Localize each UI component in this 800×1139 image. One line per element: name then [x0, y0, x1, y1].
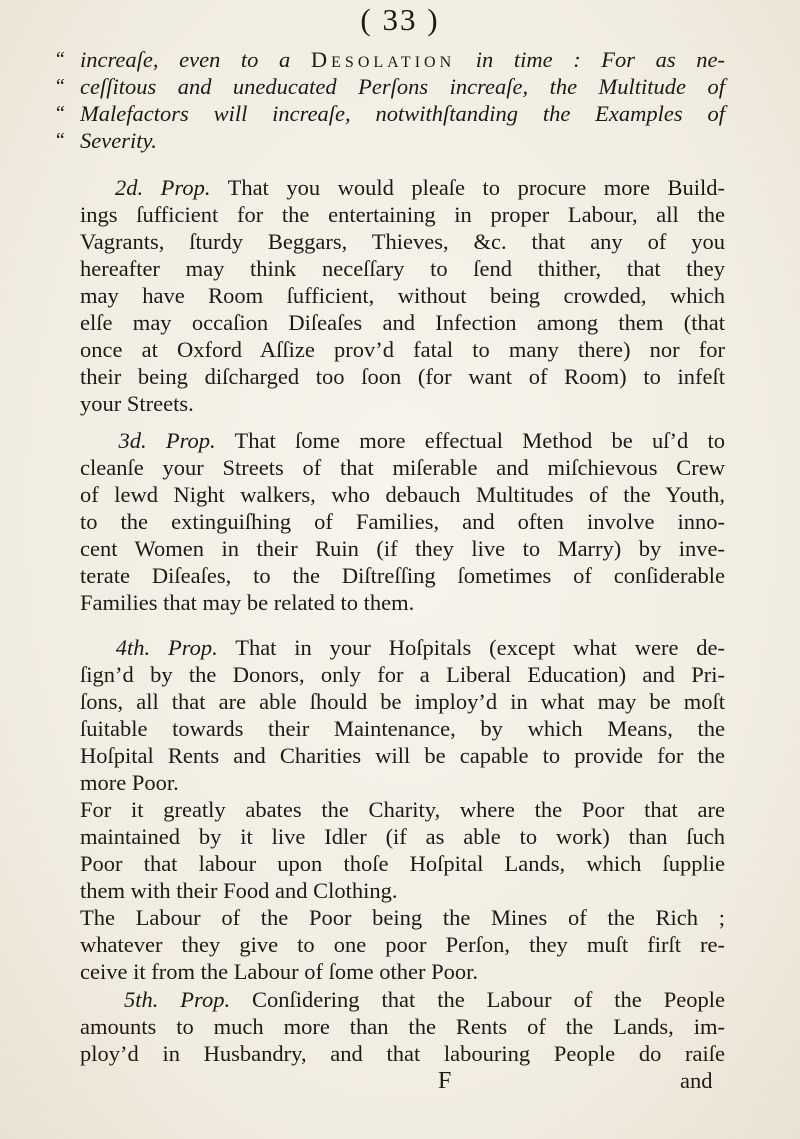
paragraph-prop-4: 4th. Prop. That in your Hoſpitals (except what were de- ſign’d by the Donors, only for a Liberal Education) and Pri- ſons, all that are able ſhould be imploy’d in what may be moſt ſuitable towards their Maintenance, by which Means, the Hoſpital Rents and Charities will be capable to provide for the more Poor. For it greatly abates the Charity, where the Poor that are maintained by it live Idler (if as able to work) than ſuch Poor that labour upon thoſe Hoſpital Lands, which ſupplie them with their Food and Clothing. The Labour of the Poor being the Mines of the Rich ; whatever they give to one poor Perſon, they muſt firſt re- ceive it from the Labour of ſome other Poor.	[80, 635, 726, 984]
page-number: ( 33 )	[360, 2, 440, 37]
quote-line-4: “ Severity.	[54, 128, 157, 153]
prop-3-label: 3d. Prop.	[118, 428, 216, 453]
prop-4-label: 4th. Prop.	[115, 635, 218, 660]
quote-mark: “	[54, 48, 66, 70]
paragraph-prop-3: 3d. Prop. That ſome more effectual Method be uſ’d to cleanſe your Streets of that miſerable and miſchievous Crew of lewd Night walkers, who debauch Multitudes of the Youth, to the extinguiſhing of Families, and often involve inno- cent Women in their Ruin (if they live to Marry) by inve- terate Diſeaſes, to the Diſtreſſing ſometimes of conſiderable Families that may be related to them.	[80, 428, 726, 615]
paragraph-prop-2: 2d. Prop. That you would pleaſe to procure more Build- ings ſufficient for the entertaining in proper Labour, all the Vagrants, ſturdy Beggars, Thieves, &c. that any of you hereafter may think neceſſary to ſend thither, that they may have Room ſufficient, without being crowded, which elſe may occaſion Diſeaſes and Infection among them (that once at Oxford Aſſize prov’d fatal to many there) nor for their being diſcharged too ſoon (for want of Room) to infeſt your Streets.	[80, 175, 726, 416]
paragraph-prop-5: 5th. Prop. Conſidering that the Labour of the People amounts to much more than the Rents of the Lands, im- ploy’d in Husbandry, and that labouring People do raiſe	[80, 987, 725, 1066]
catchword: and	[680, 1068, 713, 1093]
quote-line-1: “ increaſe, even to a Desolation in time : For as ne-	[54, 47, 726, 72]
prop-2-label: 2d. Prop.	[115, 175, 211, 200]
quote-line-3: “ Malefactors will increaſe, notwithſtanding the Examples of	[54, 101, 725, 126]
desolation-word: Desolation	[310, 47, 456, 72]
quote-block	[54, 46, 726, 154]
prop-5-label: 5th. Prop.	[123, 987, 231, 1012]
quote-line-2: “ ceſſitous and uneducated Perſons increaſe, the Multitude of	[54, 74, 725, 99]
signature-mark: F	[438, 1068, 452, 1094]
